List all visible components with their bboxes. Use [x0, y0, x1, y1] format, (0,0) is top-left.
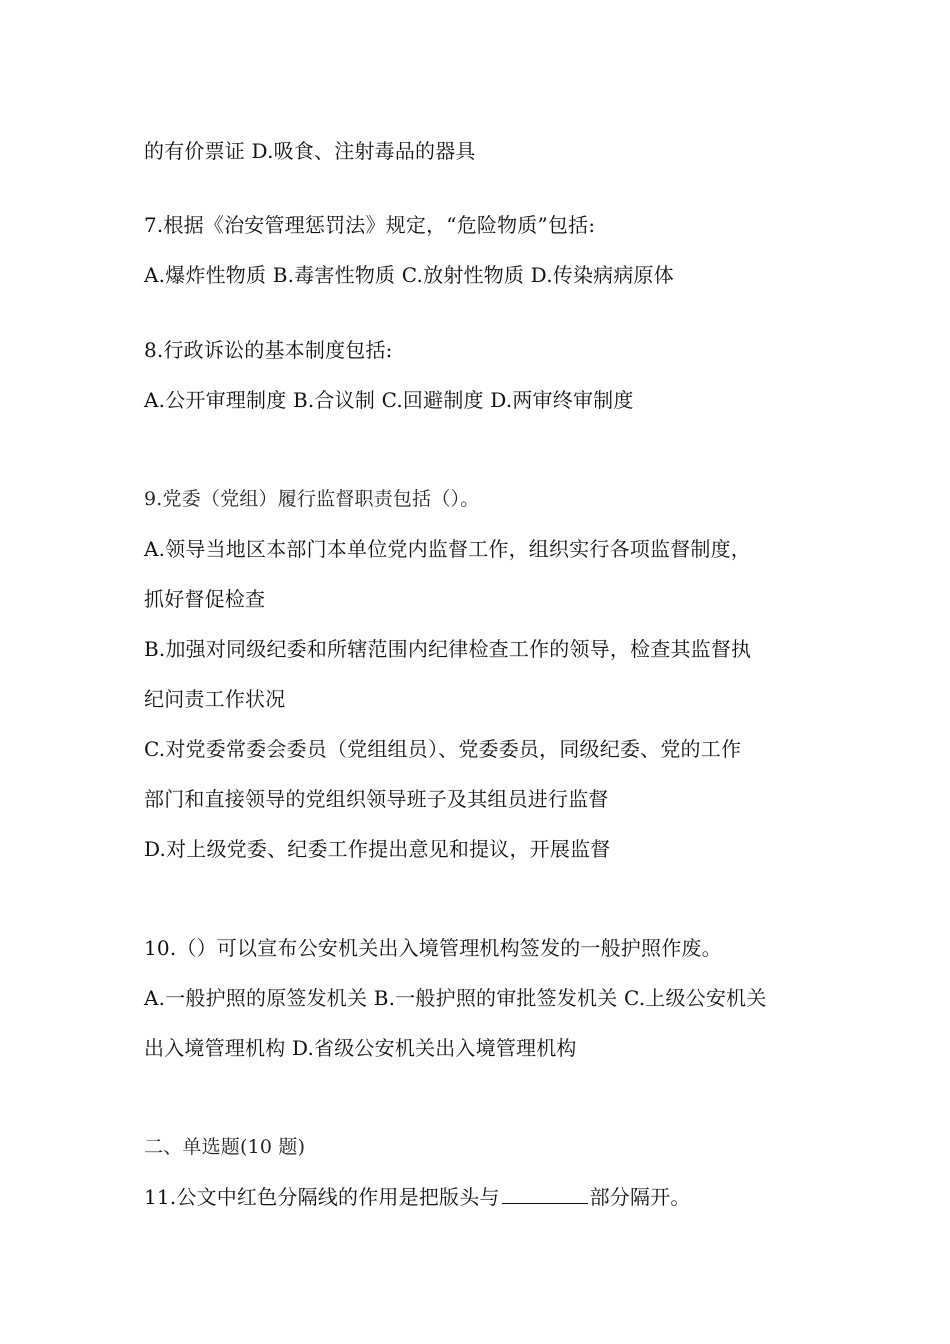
question-6-options-continued: 的有价票证 D.吸食、注射毒品的器具	[144, 139, 476, 163]
question-9-option-a-line2: 抓好督促检查	[144, 587, 266, 611]
question-9-option-d: D.对上级党委、纪委工作提出意见和提议，开展监督	[144, 837, 611, 861]
section-heading-single-choice: 二、单选题(10 题)	[144, 1136, 306, 1158]
question-11-text-after-blank: 部分隔开。	[589, 1185, 691, 1209]
question-10-options-line1: A.一般护照的原签发机关 B.一般护照的审批签发机关 C.上级公安机关	[144, 986, 767, 1010]
question-9-option-b-line2: 纪问责工作状况	[144, 687, 286, 711]
question-11-stem	[144, 1183, 824, 1211]
question-11-text-before-blank: 11.公文中红色分隔线的作用是把版头与	[144, 1185, 500, 1209]
answer-blank	[502, 1185, 588, 1204]
question-7-options: A.爆炸性物质 B.毒害性物质 C.放射性物质 D.传染病病原体	[144, 263, 674, 287]
question-9-option-c-line2: 部门和直接领导的党组织领导班子及其组员进行监督	[144, 787, 609, 811]
question-8-stem: 8.行政诉讼的基本制度包括:	[144, 338, 393, 362]
question-8-options: A.公开审理制度 B.合议制 C.回避制度 D.两审终审制度	[144, 388, 634, 412]
question-9-stem: 9.党委（党组）履行监督职责包括（）。	[144, 488, 480, 510]
question-9-option-c-line1: C.对党委常委会委员（党组组员）、党委委员，同级纪委、党的工作	[144, 737, 742, 761]
question-10-stem: 10.（）可以宣布公安机关出入境管理机构签发的一般护照作废。	[144, 936, 722, 960]
question-9-option-b-line1: B.加强对同级纪委和所辖范围内纪律检查工作的领导，检查其监督执	[144, 637, 752, 661]
question-7-stem: 7.根据《治安管理惩罚法》规定，“危险物质”包括:	[144, 213, 596, 237]
question-9-option-a-line1: A.领导当地区本部门本单位党内监督工作，组织实行各项监督制度，	[144, 537, 752, 561]
question-10-options-line2: 出入境管理机构 D.省级公安机关出入境管理机构	[144, 1036, 577, 1060]
